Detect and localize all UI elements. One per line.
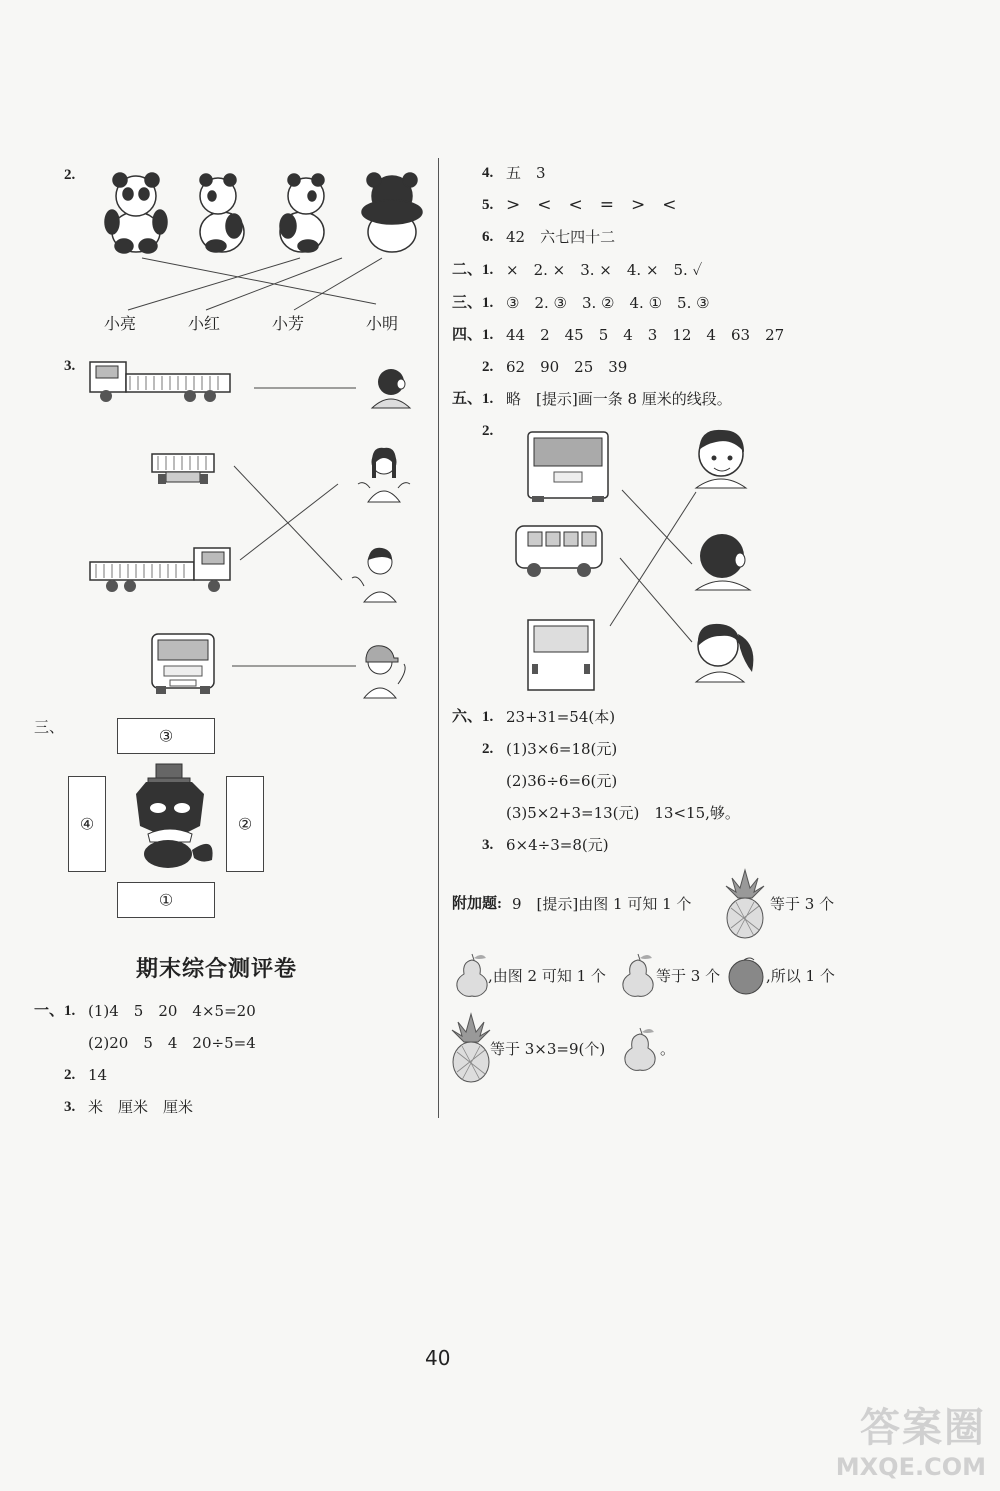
- bonus-line3b: 。: [660, 1040, 676, 1058]
- orange-icon: [726, 956, 766, 996]
- section-san-label: 三、: [34, 718, 65, 736]
- panda-front: [105, 173, 167, 253]
- bonus-line2c: ,所以 1 个: [766, 967, 835, 985]
- liu-label: 六、1.: [452, 709, 494, 725]
- si-label: 四、1.: [452, 327, 494, 343]
- liu-2-line3: (3)5×2+3=13(元) 13<15,够。: [506, 804, 740, 822]
- frame-left: ④: [68, 776, 106, 872]
- pineapple-icon-2: [448, 1012, 494, 1084]
- liu-3-answer: 6×4÷3=8(元): [506, 836, 609, 854]
- bonus-line2a: ,由图 2 可知 1 个: [488, 967, 606, 985]
- name-xiaofang: 小芳: [272, 314, 305, 333]
- yi-label: 一、1.: [34, 1003, 76, 1019]
- q2-number: 2.: [64, 167, 76, 183]
- er-answers: × 2. × 3. × 4. × 5. ✓: [506, 261, 703, 279]
- frame-bottom: ①: [117, 882, 215, 918]
- r-5-answer: > < < = > <: [506, 195, 677, 215]
- yi-2-number: 2.: [64, 1067, 76, 1083]
- panda-side-right: [280, 174, 324, 252]
- frame-top: ③: [117, 718, 215, 754]
- san-r-label: 三、1.: [452, 295, 494, 311]
- yi-3-number: 3.: [64, 1099, 76, 1115]
- bus-back-icon: [524, 616, 600, 692]
- bus-side-icon: [512, 520, 606, 580]
- bonus-line3a: 等于 3×3=9(个): [490, 1040, 606, 1058]
- watermark: [836, 1396, 986, 1481]
- si-2-answers: 62 90 25 39: [506, 358, 628, 376]
- bonus-line1b: 等于 3 个: [770, 895, 835, 913]
- san-r-answers: ③ 2. ③ 3. ② 4. ① 5. ③: [506, 294, 710, 312]
- watermark-line2: MXQE.COM: [835, 1453, 986, 1481]
- si-2-number: 2.: [482, 359, 494, 375]
- pear-icon-2: [618, 950, 658, 998]
- bonus-label: 附加题:: [452, 896, 502, 912]
- bonus-line2b: 等于 3 个: [656, 967, 721, 985]
- er-label: 二、1.: [452, 262, 494, 278]
- wolf-with-hat-icon: [122, 764, 222, 870]
- yi-1-line2: (2)20 5 4 20÷5=4: [88, 1034, 256, 1052]
- name-xiaoliang: 小亮: [104, 314, 137, 333]
- vehicle-match-lines: [210, 360, 410, 720]
- pear-icon: [452, 950, 492, 998]
- liu-2-number: 2.: [482, 741, 494, 757]
- r-6-number: 6.: [482, 229, 494, 245]
- bus-match-lines: [600, 480, 720, 680]
- liu-2-line1: (1)3×6=18(元): [506, 740, 618, 758]
- yi-1-line1: (1)4 5 20 4×5=20: [88, 1002, 256, 1020]
- panda-back: [362, 173, 422, 252]
- r-4-number: 4.: [482, 165, 494, 181]
- name-xiaoming: 小明: [366, 314, 399, 333]
- watermark-line1: 答案圈: [860, 1405, 986, 1451]
- liu-3-number: 3.: [482, 837, 494, 853]
- page-number: 40: [425, 1346, 451, 1370]
- yi-2-answer: 14: [88, 1066, 108, 1084]
- panda-side-left: [200, 174, 244, 252]
- yi-3-answer: 米 厘米 厘米: [88, 1098, 194, 1116]
- wu-1-answer: 略 [提示]画一条 8 厘米的线段。: [506, 390, 732, 408]
- name-xiaohong: 小红: [188, 314, 221, 333]
- liu-1-answer: 23+31=54(本): [506, 708, 616, 726]
- wu-label: 五、1.: [452, 391, 494, 407]
- q3-number: 3.: [64, 358, 76, 374]
- truck-back-icon: [148, 448, 218, 488]
- r-5-number: 5.: [482, 197, 494, 213]
- section-title: 期末综合测评卷: [136, 957, 298, 982]
- pear-icon-3: [620, 1024, 660, 1072]
- panda-match-lines: [120, 252, 420, 322]
- r-6-answer: 42 六七四十二: [506, 228, 616, 246]
- wu-2-number: 2.: [482, 423, 494, 439]
- frame-right: ②: [226, 776, 264, 872]
- si-1-answers: 44 2 45 5 4 3 12 4 63 27: [506, 326, 785, 344]
- pineapple-icon: [722, 868, 768, 940]
- column-divider: [438, 158, 439, 1118]
- liu-2-line2: (2)36÷6=6(元): [506, 772, 618, 790]
- bonus-line1a: 9 [提示]由图 1 可知 1 个: [512, 895, 692, 913]
- r-4-answer: 五 3: [506, 164, 546, 182]
- panda-figures: [96, 172, 436, 252]
